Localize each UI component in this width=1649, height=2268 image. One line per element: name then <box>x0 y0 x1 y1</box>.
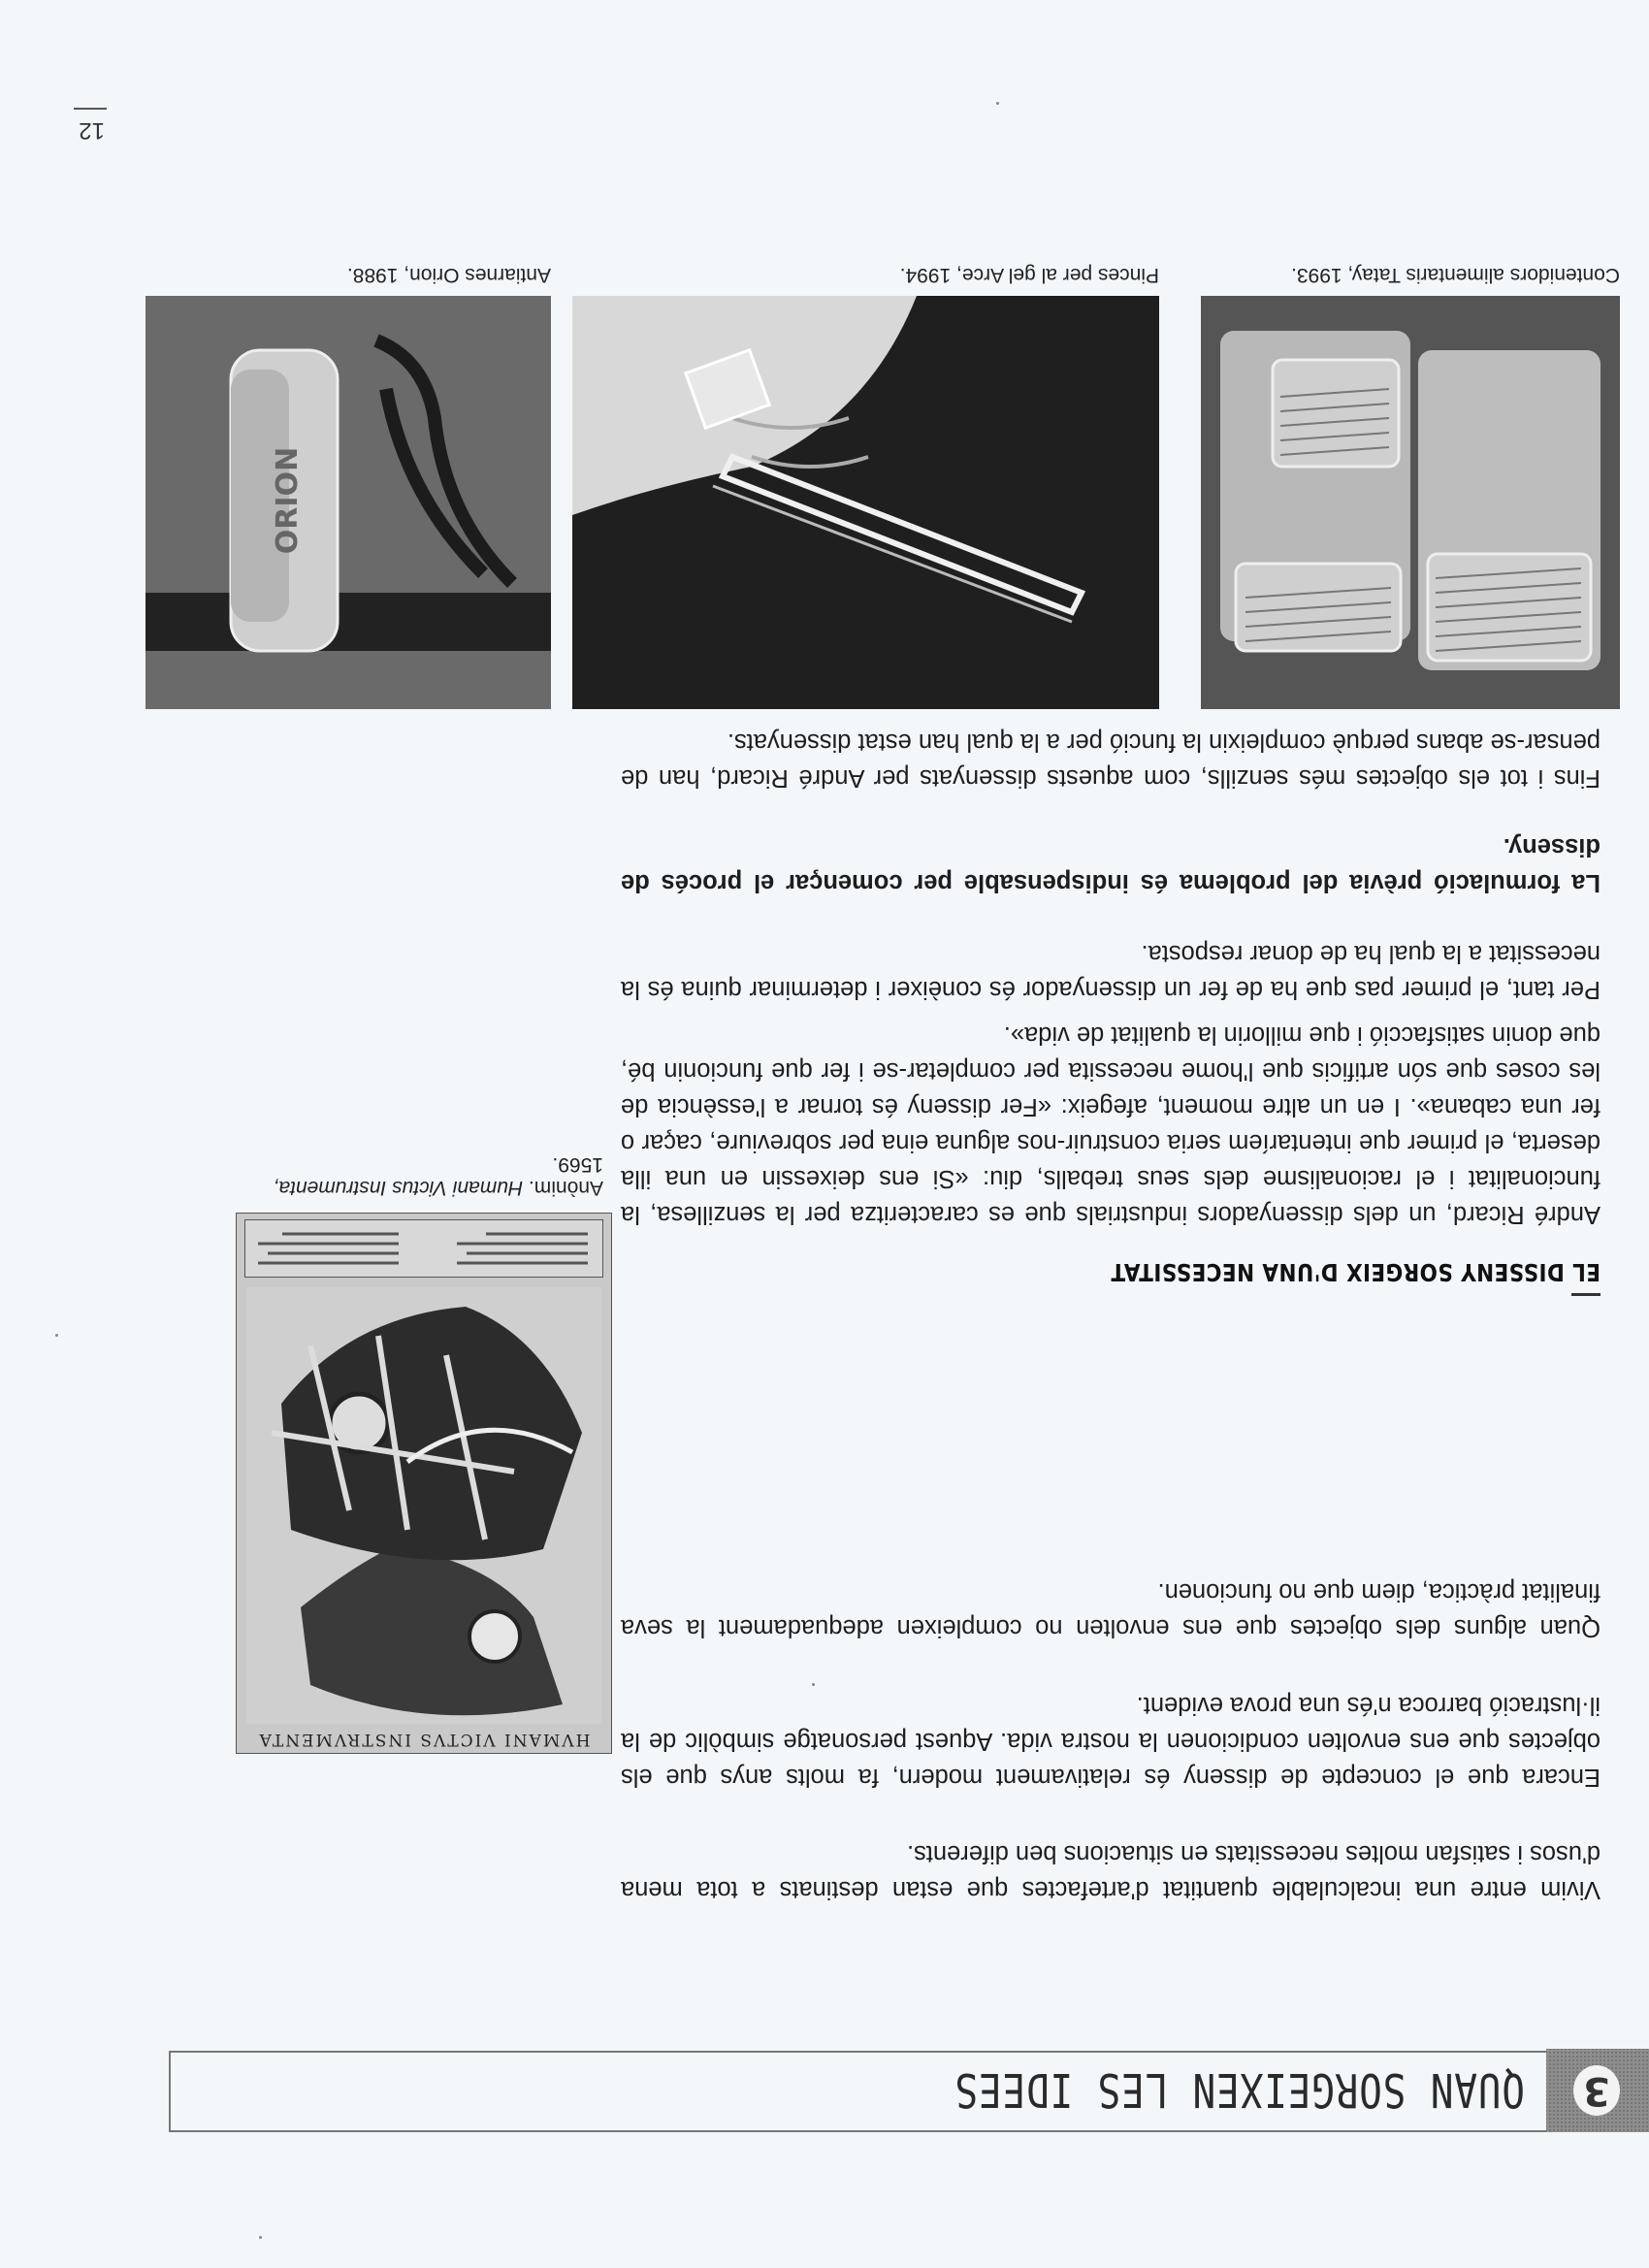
food-containers-image <box>1201 296 1620 709</box>
chapter-badge <box>1546 2049 1649 2132</box>
page-number-rule <box>74 108 107 110</box>
page-number: 12 <box>79 117 105 144</box>
paragraph: Quan alguns dels objectes que ens envolten no compleixen adequadament la seva finalitat pràctica, diem que no funcionen. <box>621 1578 1600 1641</box>
paragraph: Vivim entre una incalculable quantitat d'artefactes que estan destinats a tota mena d'usos i satisfan moltes necessitats en situacions ben diferents. <box>621 1840 1600 1903</box>
scan-speck <box>259 2236 262 2239</box>
engraving-illustration <box>246 1287 601 1724</box>
photo-caption: Contenidors alimentaris Tatay, 1993. <box>1291 264 1620 286</box>
caption-author: Anònim. <box>528 1177 603 1199</box>
section-heading: EL DISSENY SORGEIX D'UNA NECESSITAT <box>1110 1258 1600 1286</box>
engraving-script <box>258 1234 588 1263</box>
highlight-paragraph: La formulació prèvia del problema és indispensable per començar el procés de disseny. <box>621 833 1600 896</box>
paragraph: Encara que el concepte de disseny és relativament modern, fa molts anys que els objectes que ens envolten condicionen la nostra vida. Aquest personatge simbòlic de la il·lustració barroca n'és una prova evident. <box>621 1692 1600 1791</box>
photo-food-containers <box>1201 296 1620 709</box>
paragraph: Per tant, el primer pas que ha de fer un dissenyador és conèixer i determinar quina és la necessitat a la qual ha de donar resposta. <box>621 940 1600 1003</box>
scan-speck <box>996 102 999 105</box>
chapter-title-box <box>169 2051 1546 2132</box>
chapter-number: 3 <box>1573 2065 1620 2116</box>
photo-ice-tongs <box>572 296 1159 709</box>
chapter-header <box>160 2049 1649 2132</box>
hanger-bar <box>146 593 551 651</box>
scan-speck <box>812 1683 815 1686</box>
scan-speck <box>55 1334 58 1337</box>
engraving-caption <box>196 1152 603 1199</box>
paragraph: André Ricard, un dels dissenyadors industrials que es caracteritza per la senzillesa, la funcionalitat i el racionalisme dels seus treballs, diu: «Si ens deixessin en una illa deserta, el primer que intentaríem seria construir-nos alguna eina per sobreviure, caçar o fer una cabana». I en un altre moment, afegeix: «Fer disseny és tornar a l'essència de les coses que són artificis que l'home necessita per completar-se i fer que funcionin bé, que donin satisfacció i que millorin la qualitat de vida». <box>621 1021 1600 1228</box>
engraving-ring-shape <box>469 1611 520 1662</box>
engraving-text-panel <box>244 1219 603 1278</box>
photo-moth-repellent <box>146 296 551 709</box>
moth-repellent-image <box>146 296 551 709</box>
chapter-title: QUAN SORGEIXEN LES IDEES <box>954 2062 1525 2117</box>
caption-year: 1569. <box>552 1153 603 1176</box>
ice-tongs-image <box>572 296 1159 709</box>
engraving-script-lines <box>247 1220 602 1277</box>
engraving-inscription: HVMANI VICTVS INSTRVMENTA <box>257 1730 591 1749</box>
photo-caption: Antiarnes Orion, 1988. <box>346 264 551 286</box>
paragraph: Fins i tot els objectes més senzills, com aquests dissenyats per André Ricard, han de pensar-se abans perquè compleixin la funció per a la qual han estat dissenyats. <box>621 729 1600 792</box>
engraving-figure <box>236 1213 612 1754</box>
clip-brand-text: ORION <box>271 446 305 555</box>
caption-title: Humani Victus Instrumenta, <box>273 1177 524 1199</box>
photo-caption: Pinces per al gel Arce, 1994. <box>899 264 1159 286</box>
heading-rule <box>1571 1293 1600 1296</box>
